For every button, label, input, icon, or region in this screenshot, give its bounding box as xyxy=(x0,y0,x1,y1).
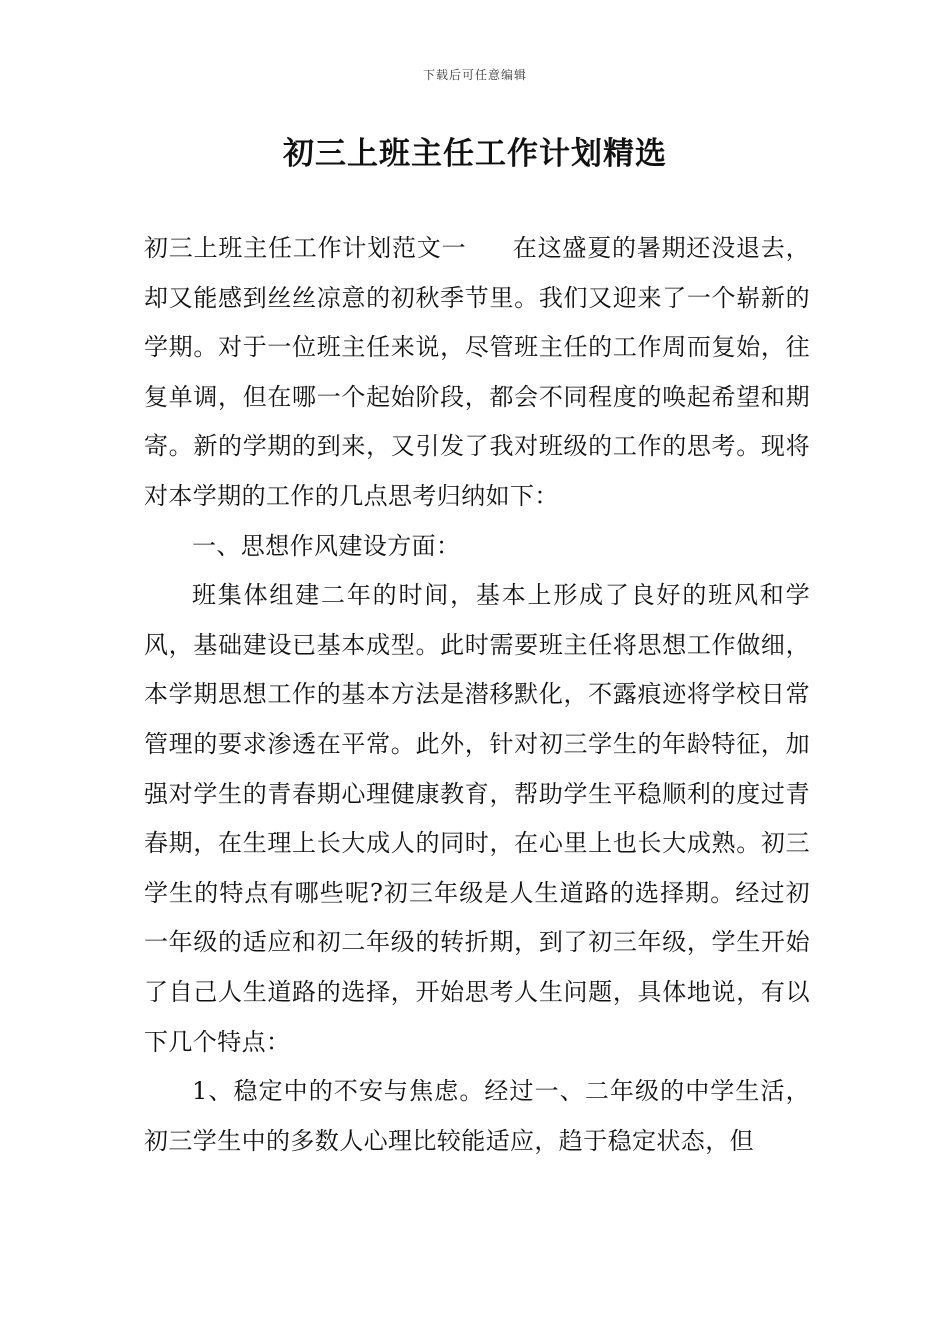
intro-text: 在这盛夏的暑期还没退去，却又能感到丝丝凉意的初秋季节里。我们又迎来了一个崭新的学期。对于一位班主任来说，尽管班主任的工作周而复始，往复单调，但在哪一个起始阶段，都会不同程度的唤起希望和期寄。新的学期的到来，又引发了我对班级的工作的思考。现将对本学期的工作的几点思考归纳如下： xyxy=(144,234,810,510)
section-1-paragraph: 班集体组建二年的时间，基本上形成了良好的班风和学风，基础建设已基本成型。此时需要班主任将思想工作做细，本学期思想工作的基本方法是潜移默化，不露痕迹将学校日常管理的要求渗透在平常。此外，针对初三学生的年龄特征，加强对学生的青春期心理健康教育，帮助学生平稳顺利的度过青春期，在生理上长大成人的同时，在心里上也长大成熟。初三学生的特点有哪些呢?初三年级是人生道路的选择期。经过初一年级的适应和初二年级的转折期，到了初三年级，学生开始了自己人生道路的选择，开始思考人生问题，具体地说，有以下几个特点： xyxy=(144,581,810,1056)
document-title: 初三上班主任工作计划精选 xyxy=(283,136,667,172)
intro-paragraph xyxy=(144,224,810,522)
document-body xyxy=(144,224,810,1166)
point-1-paragraph: 1、稳定中的不安与焦虑。经过一、二年级的中学生活，初三学生中的多数人心理比较能适应，趋于稳定状态，但 xyxy=(144,1077,810,1155)
header-note: 下载后可任意编辑 xyxy=(422,68,527,82)
intro-heading: 初三上班主任工作计划范文一 xyxy=(144,234,467,262)
section-1-heading: 一、思想作风建设方面： xyxy=(192,531,461,560)
